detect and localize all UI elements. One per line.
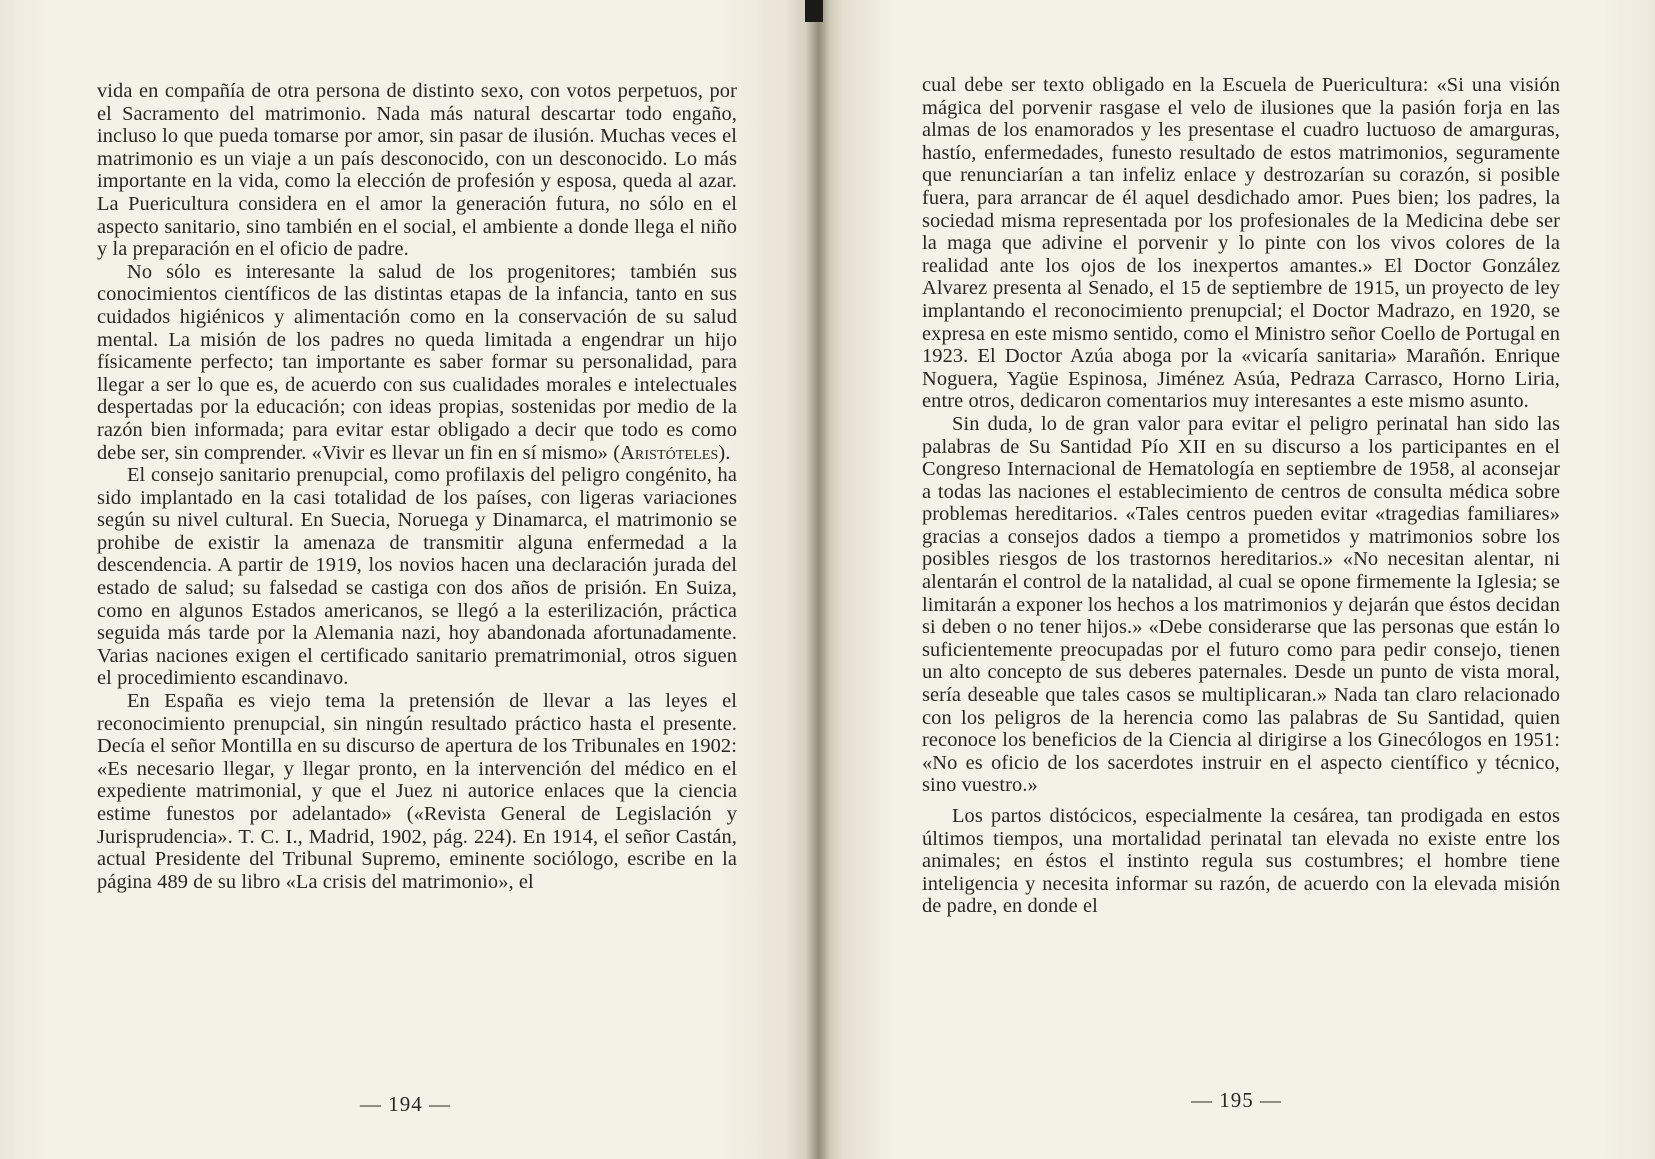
book-gutter: [806, 0, 830, 1159]
right-page-text: [922, 74, 1560, 918]
scan-edge: [805, 0, 823, 22]
paragraph: En España es viejo tema la pretensión de llevar a las leyes el reconocimiento prenupcial, sin ningún resultado práctico hasta el presente. Decía el señor Montilla en su discurso de apertura de los Tribunales en 1902: «Es necesario llegar, y llegar pronto, en la intervención del médico en el expediente matrimonial, y que el Juez ni autorice enlaces que la ciencia estime funestos por adelantado» («Revista General de Legislación y Jurisprudencia». T. C. I., Madrid, 1902, pág. 224). En 1914, el señor Castán, actual Presidente del Tribunal Supremo, eminente sociólogo, escribe en la página 489 de su libro «La crisis del matrimonio», el: [97, 690, 737, 893]
page-number: — 194 —: [360, 1092, 451, 1116]
paragraph: El consejo sanitario prenupcial, como profilaxis del peligro congénito, ha sido implantado en la casi totalidad de los países, con ligeras variaciones según su nivel cultural. En Suecia, Noruega y Dinamarca, el matrimonio se prohibe de existir la amenaza de transmitir alguna enfermedad a la descendencia. A partir de 1919, los novios hacen una declaración jurada del estado de salud; su falsedad se castiga con dos años de prisión. En Suiza, como en algunos Estados americanos, se llegó a la esterilización, práctica seguida más tarde por la Alemania nazi, hoy abandonada afortunadamente. Varias naciones exigen el certificado sanitario prematrimonial, otros siguen el procedimiento escandinavo.: [97, 464, 737, 690]
left-page-text: [97, 80, 737, 893]
page-number: — 195 —: [1191, 1088, 1282, 1112]
paragraph: [97, 261, 737, 464]
paragraph: Sin duda, lo de gran valor para evitar el peligro perinatal han sido las palabras de Su Santidad Pío XII en su discurso a los participantes en el Congreso Internacional de Hematología en septiembre de 1958, al aconsejar a todas las naciones el establecimiento de centros de consulta médica sobre problemas hereditarios. «Tales centros pueden evitar «tragedias familiares» gracias a consejos dados a tiempo a prometidos y matrimonios sobre los posibles riesgos de los trastornos hereditarios.» «No necesitan alentar, ni alentarán el control de la natalidad, al cual se opone firmemente la Iglesia; se limitarán a exponer los hechos a los matrimonios y dejarán que éstos decidan si deben o no tener hijos.» «Debe considerarse que las personas que están lo suficientemente preocupadas por el futuro como para pedir consejo, tienen un alto concepto de sus deberes paternales. Desde un punto de vista moral, sería deseable que tales casos se multiplicaran.» Nada tan claro relacionado con los peligros de la herencia como las palabras de Su Santidad, quien reconoce los beneficios de la Ciencia al dirigirse a los Ginecólogos en 1951: «No es oficio de los sacerdotes instruir en el aspecto científico y técnico, sino vuestro.»: [922, 412, 1560, 797]
citation: (Aristóteles).: [613, 441, 731, 464]
paragraph-text: No sólo es interesante la salud de los progenitores; también sus conocimientos científicos de las distintas etapas de la infancia, tanto en sus cuidados higiénicos y alimentación como en la conservación de su salud mental. La misión de los padres no queda limitada a engendrar un hijo físicamente perfecto; tan importante es saber formar su personalidad, para llegar a ser lo que es, de acuerdo con sus cualidades morales e intelectuales despertadas por la educación; con ideas propias, sostenidas por medio de la razón bien informada; para evitar estar obligado a decir que todo es como debe ser, sin comprender. «Vivir es llevar un fin en sí mismo»: [97, 260, 737, 464]
left-page: [0, 0, 818, 1159]
paragraph: cual debe ser texto obligado en la Escuela de Puericultura: «Si una visión mágica del porvenir rasgase el velo de ilusiones que la pasión forja en las almas de los enamorados y les presentase el cuadro luctuoso de amarguras, hastío, enfermedades, funesto resultado de estos matrimonios, seguramente que renunciarían a tan infeliz enlace y destrozarían su corazón, si posible fuera, para arrancar de él aquel desdichado amor. Pues bien; los padres, la sociedad misma representada por los profesionales de la Medicina debe ser la maga que adivine el porvenir y lo pinte con los vivos colores de la realidad ante los ojos de los inexpertos amantes.» El Doctor González Alvarez presenta al Senado, el 15 de septiembre de 1915, un proyecto de ley implantando el reconocimiento prenupcial; el Doctor Madrazo, en 1920, se expresa en este mismo sentido, como el Ministro señor Coello de Portugal en 1923. El Doctor Azúa aboga por la «vicaría sanitaria» Marañón. Enrique Noguera, Yagüe Espinosa, Jiménez Asúa, Pedraza Carrasco, Horno Liria, entre otros, dedicaron comentarios muy interesantes a este mismo asunto.: [922, 74, 1560, 413]
paragraph: vida en compañía de otra persona de distinto sexo, con votos perpetuos, por el Sacramento del matrimonio. Nada más natural descartar todo engaño, incluso lo que pueda tomarse por amor, sin pasar de ilusión. Muchas veces el matrimonio es un viaje a un país desconocido, con un desconocido. Lo más importante en la vida, como la elección de profesión y esposa, queda al azar. La Puericultura considera en el amor la generación futura, no sólo en el aspecto sanitario, sino también en el social, el ambiente a donde llega el niño y la preparación en el oficio de padre.: [97, 80, 737, 261]
paragraph: Los partos distócicos, especialmente la cesárea, tan prodigada en estos últimos tiempos, una mortalidad perinatal tan elevada no existe entre los animales; en éstos el instinto regula sus costumbres; el hombre tiene inteligencia y necesita informar su razón, de acuerdo con la elevada misión de padre, en donde el: [922, 805, 1560, 918]
right-page: [818, 0, 1655, 1159]
